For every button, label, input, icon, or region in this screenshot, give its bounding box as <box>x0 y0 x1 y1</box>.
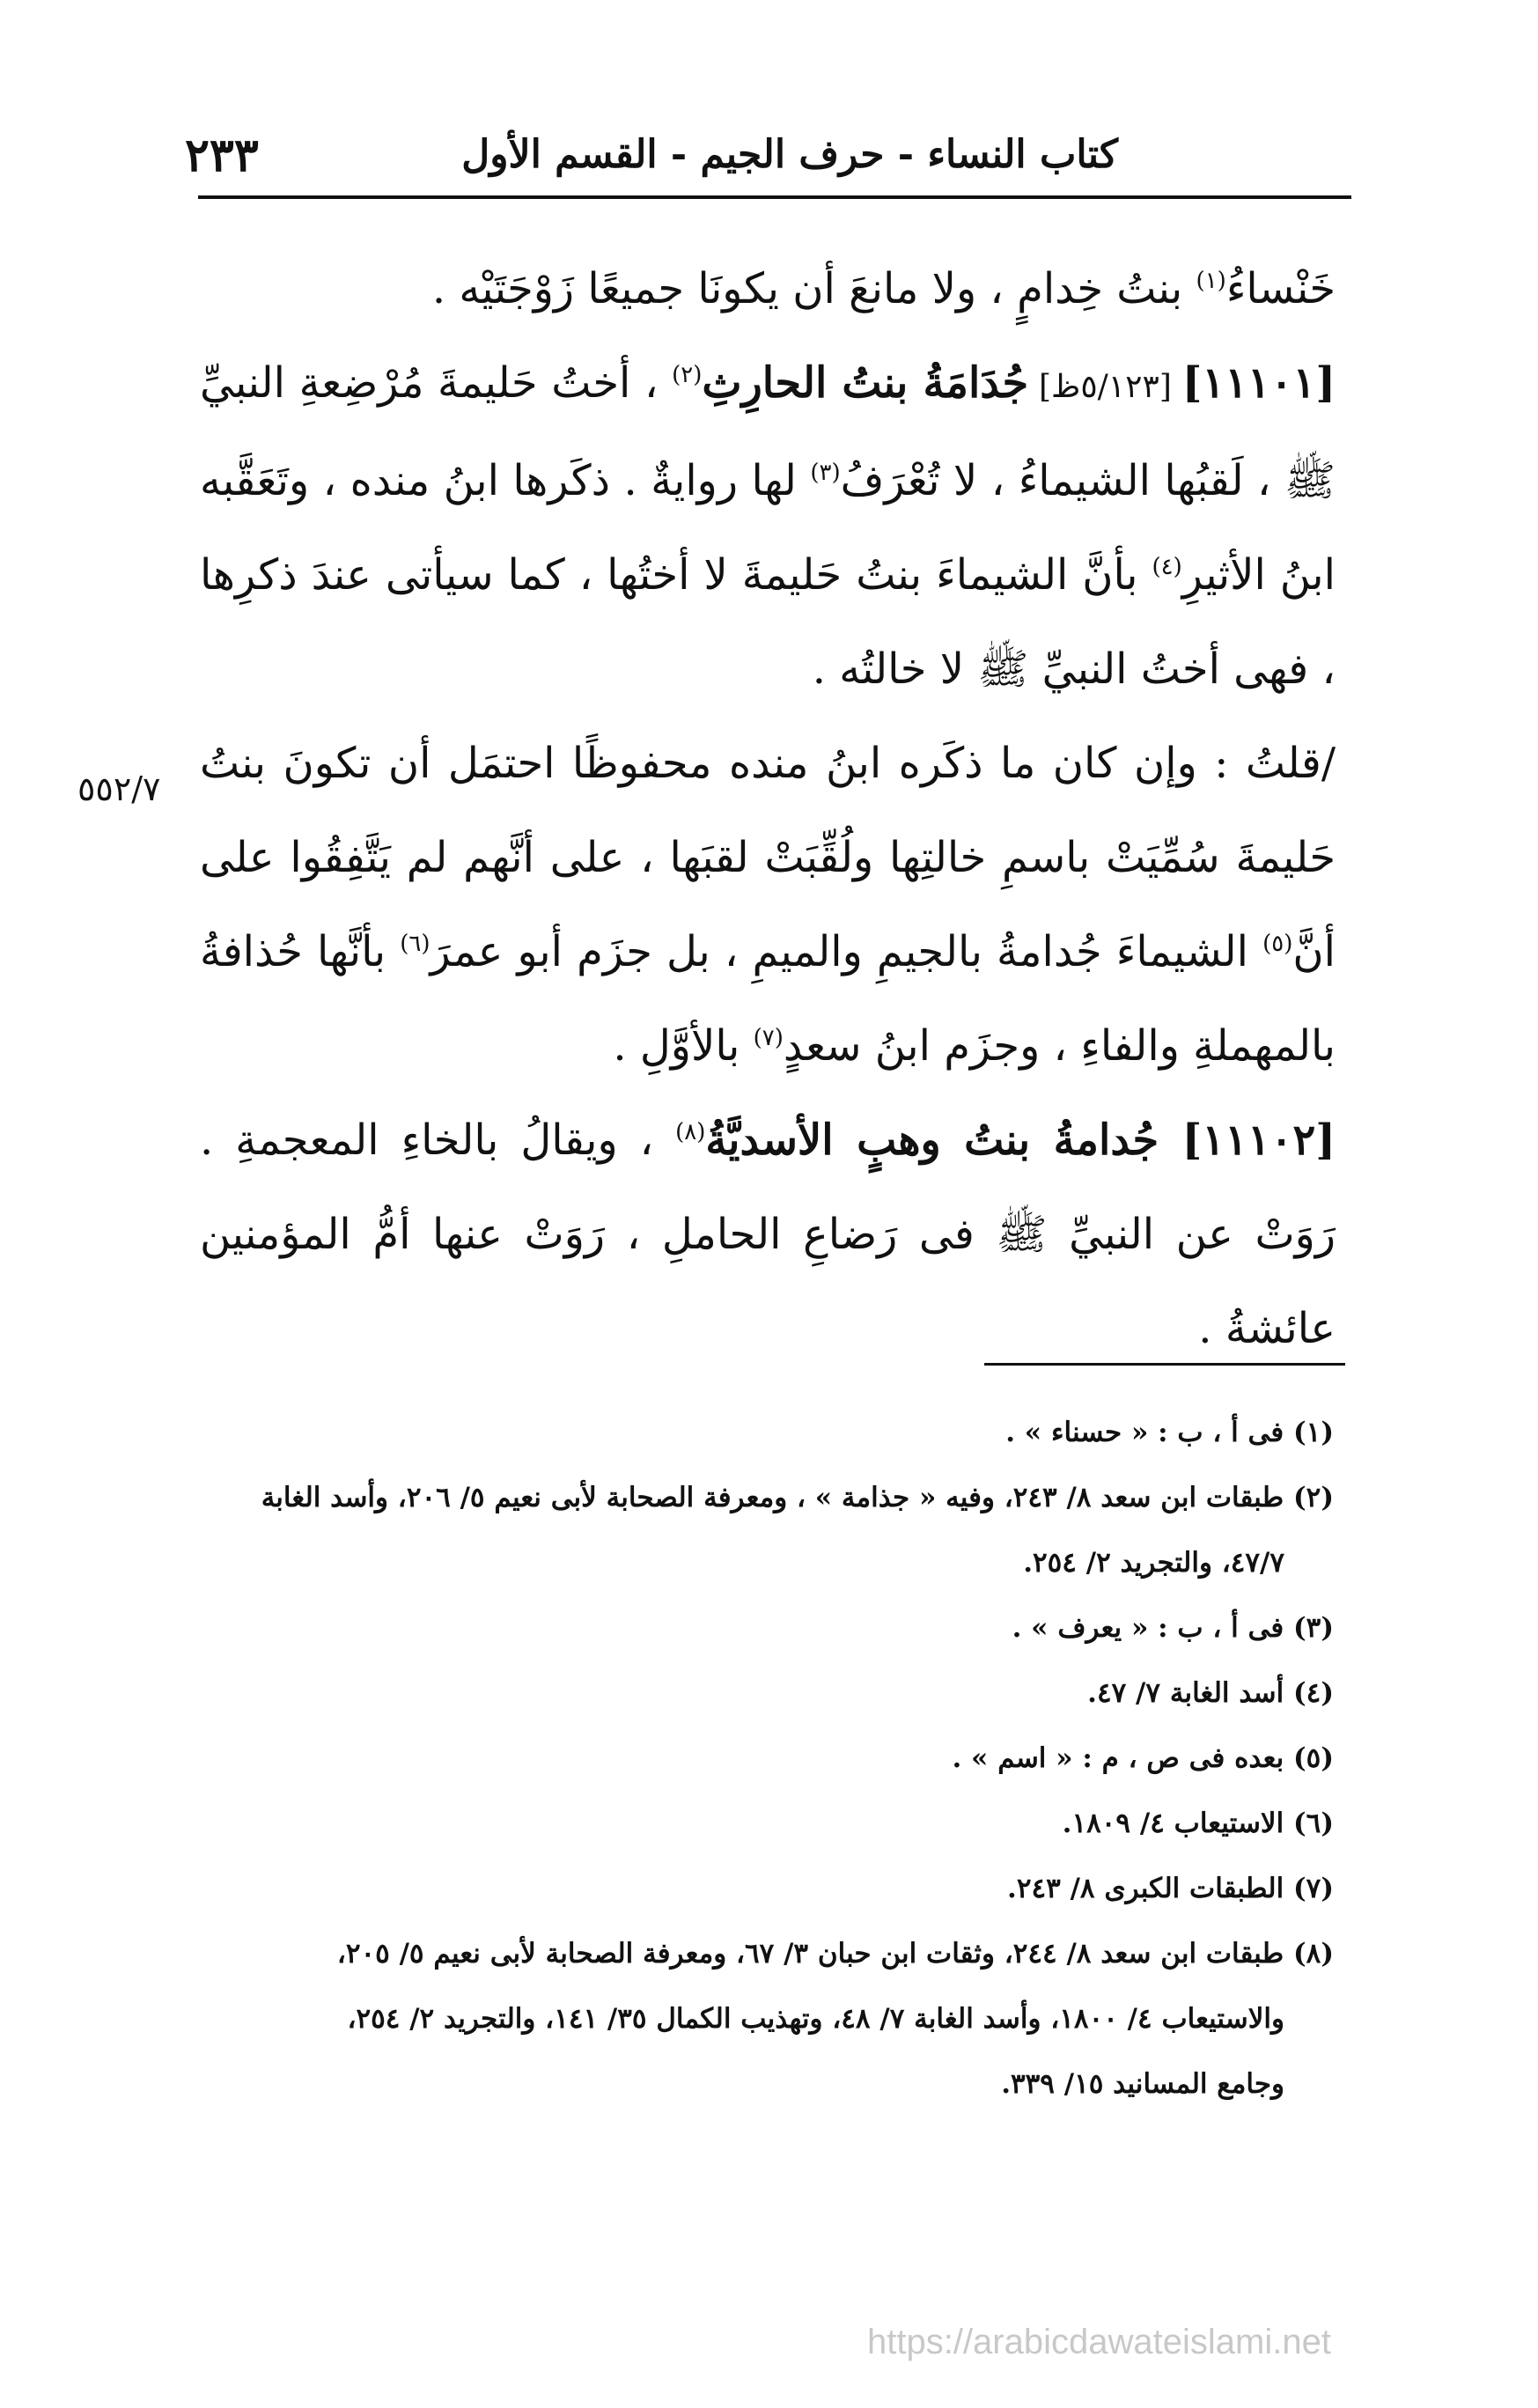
text-run: لها روايةٌ . ذكَرها ابنُ منده ، وتَعَقَّبه ابنُ الأثيرِ <box>200 456 1336 600</box>
text-run: ، ويقالُ بالخاءِ المعجمةِ . رَوَتْ عن النبيِّ ﷺ فى رَضاعِ الحاملِ ، رَوَتْ عنها أمُّ المؤمنين عائشةُ . <box>200 1116 1336 1353</box>
footnote-1: (١) فى أ ، ب : « حسناء » . <box>1005 1417 1334 1448</box>
footnote-marker: (٣) <box>810 460 841 486</box>
entry-number: [١١١٠١] <box>1181 358 1336 408</box>
manuscript-ref: [٥/١٢٣ظ] <box>1028 369 1182 405</box>
commentary-paragraph <box>200 717 1336 1094</box>
entry-11102 <box>200 1094 1336 1376</box>
footnote-5: (٥) بعده فى ص ، م : « اسم » . <box>952 1742 1334 1774</box>
running-title: كتاب النساء - حرف الجيم - القسم الأول <box>461 132 1118 177</box>
footnote-6: (٦) الاستيعاب ٤/ ١٨٠٩. <box>1062 1808 1334 1839</box>
header-divider <box>198 195 1351 199</box>
text-run: بأنَّ الشيماءَ بنتُ حَليمةَ لا أختُها ، كما سيأتى عندَ ذكرِها ، فهى أختُ النبيِّ ﷺ لا خالتُه . <box>200 550 1336 694</box>
footnote-2: (٢) طبقات ابن سعد ٨/ ٢٤٣، وفيه « جذامة » ، ومعرفة الصحابة لأبى نعيم ٥/ ٢٠٦، وأسد الغابة <box>261 1482 1334 1513</box>
entry-name: جُدامةُ بنتُ وهبٍ الأسديَّةُ <box>705 1116 1182 1165</box>
footnote-4: (٤) أسد الغابة ٧/ ٤٧. <box>1087 1677 1334 1709</box>
footnote-8-cont-2: وجامع المسانيد ١٥/ ٣٣٩. <box>1001 2068 1284 2100</box>
footnote-8: (٨) طبقات ابن سعد ٨/ ٢٤٤، وثقات ابن حبان ٣/ ٦٧، ومعرفة الصحابة لأبى نعيم ٥/ ٢٠٥، <box>336 1938 1334 1970</box>
footnote-marker: (٤) <box>1152 554 1182 580</box>
main-text <box>200 242 1336 1376</box>
footnote-2-cont: ٤٧/٧، والتجريد ٢/ ٢٥٤. <box>1023 1547 1284 1579</box>
paragraph-continuation <box>200 242 1336 336</box>
text-run: /قلتُ : وإن كان ما ذكَره ابنُ منده محفوظًا احتمَل أن تكونَ بنتُ حَليمةَ سُمِّيَتْ باسمِ خالتِها ولُقِّبَتْ لقبَها ، على أنَّهم لم يَتَّفِقُوا على أنَّ <box>200 739 1336 976</box>
footnotes <box>198 1400 1334 2117</box>
entry-number: [١١١٠٢] <box>1181 1116 1336 1165</box>
text-run: الشيماءَ جُدامةُ بالجيمِ والميمِ ، بل جزَم أبو عمرَ <box>430 927 1263 976</box>
footnote-3: (٣) فى أ ، ب : « يعرف » . <box>1012 1612 1334 1644</box>
entry-name: جُدَامَةُ بنتُ الحارِثِ <box>702 358 1029 408</box>
footnote-marker: (٨) <box>675 1119 706 1145</box>
page-header <box>185 123 1356 207</box>
text-run: بالأوَّلِ . <box>613 1021 754 1071</box>
margin-reference: ٥٥٢/٧ <box>77 770 161 808</box>
footnote-marker: (١) <box>1196 268 1226 294</box>
footnote-marker: (٧) <box>753 1025 784 1051</box>
footnote-marker: (٦) <box>400 931 430 957</box>
text-run: ، أختُ حَليمةَ مُرْضِعةِ النبيِّ ﷺ ، لَقبُها الشيماءُ ، لا تُعْرَفُ <box>200 358 1336 505</box>
entry-11101 <box>200 336 1336 717</box>
footnote-8-cont: والاستيعاب ٤/ ١٨٠٠، وأسد الغابة ٧/ ٤٨، وتهذيب الكمال ٣٥/ ١٤١، والتجريد ٢/ ٢٥٤، <box>347 2003 1284 2035</box>
text-run: بنتُ خِدامٍ ، ولا مانعَ أن يكونَا جميعًا زَوْجَتَيْه . <box>431 264 1196 313</box>
source-watermark: https://arabicdawateislami.net <box>867 2323 1331 2361</box>
footnote-divider <box>984 1363 1345 1366</box>
text-run: بأنَّها حُذافةُ بالمهملةِ والفاءِ ، وجزَم ابنُ سعدٍ <box>200 927 1336 1071</box>
text-run: خَنْساءُ <box>1225 264 1336 313</box>
footnote-marker: (٥) <box>1262 931 1293 957</box>
footnote-marker: (٢) <box>672 362 703 388</box>
footnote-7: (٧) الطبقات الكبرى ٨/ ٢٤٣. <box>1007 1873 1334 1904</box>
page-number: ٢٣٣ <box>185 129 259 182</box>
